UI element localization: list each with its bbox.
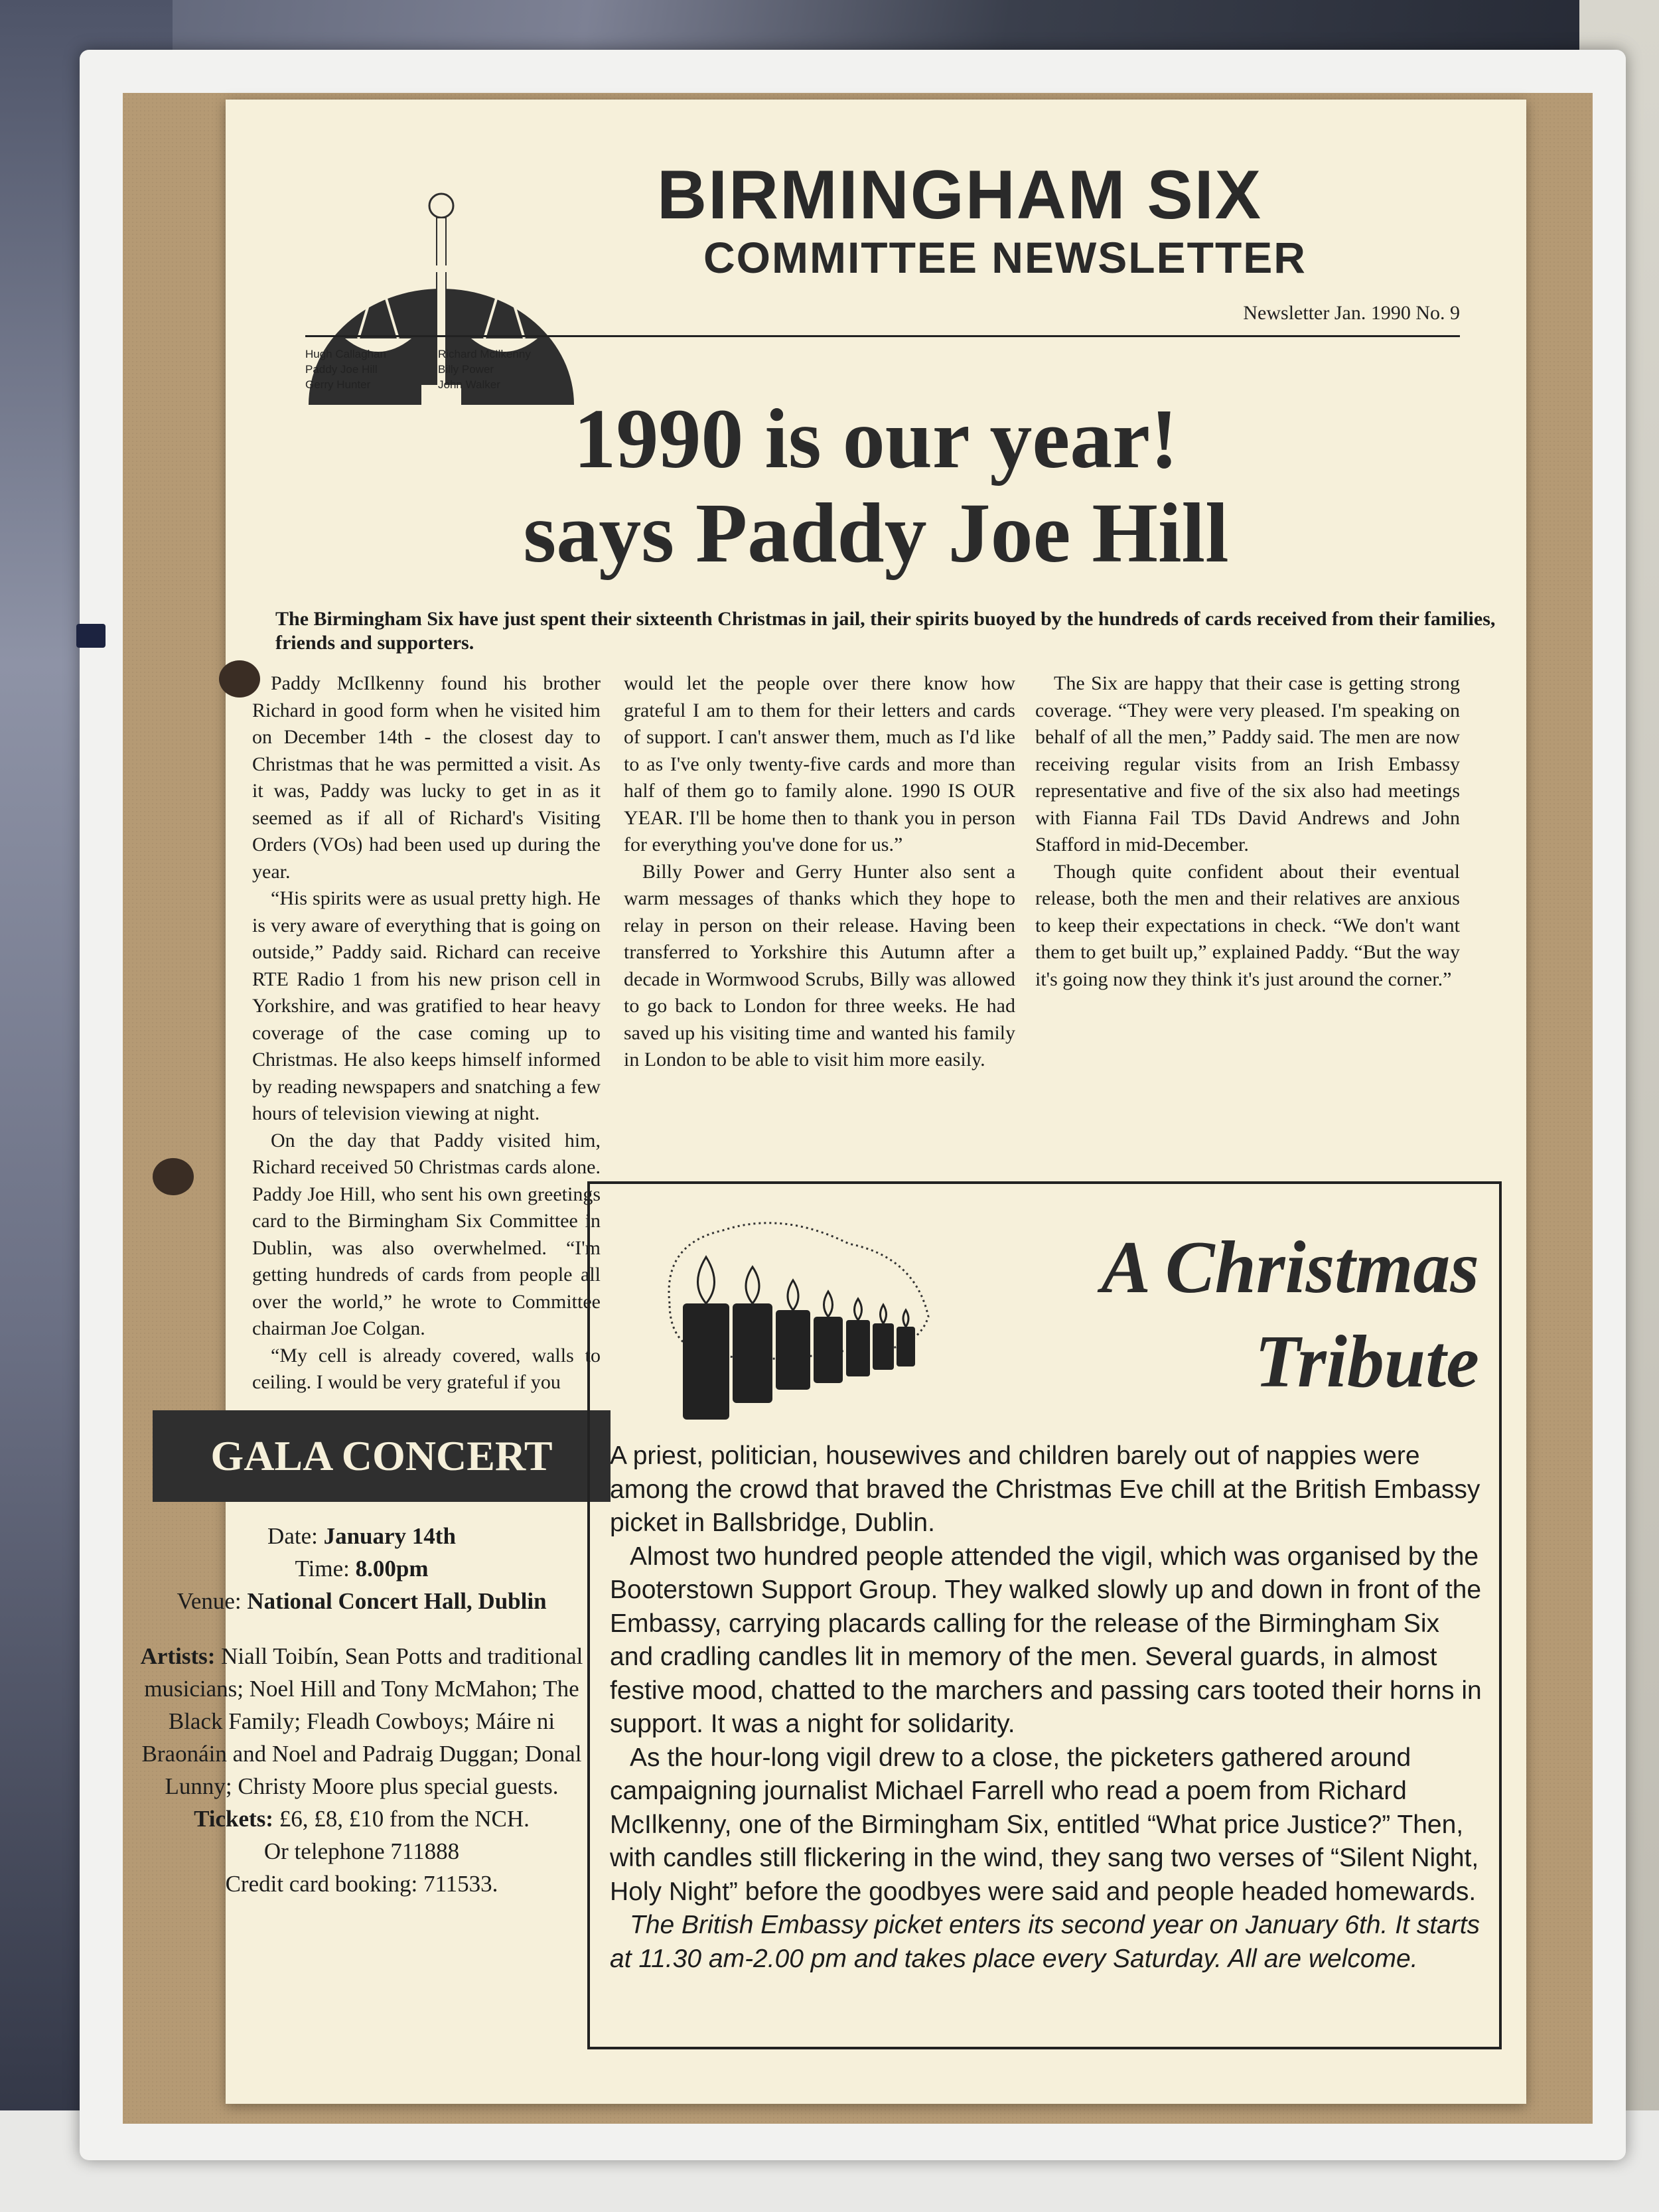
christmas-tribute-body (610, 1439, 1486, 1976)
frame-clip (76, 624, 106, 648)
gala-venue (133, 1585, 591, 1617)
title-line: A Christmas (1101, 1226, 1479, 1309)
tribute-paragraph: The British Embassy picket enters its second year on January 6th. It starts at 11.30 am-2.00 pm and takes place every Saturday. All are welcome. (610, 1911, 1480, 1973)
article-column-2 (624, 670, 1015, 1074)
value: £6, £8, £10 from the NCH. (279, 1806, 530, 1832)
issue-label: Newsletter Jan. 1990 No. 9 (1243, 302, 1460, 324)
gala-credit-card: Credit card booking: 711533. (225, 1871, 498, 1897)
member-name: Billy Power (438, 363, 494, 376)
masthead-title: BIRMINGHAM SIX (657, 157, 1262, 234)
headline (265, 392, 1486, 580)
label: Artists: (140, 1643, 216, 1669)
gala-artists (133, 1640, 591, 1803)
title-line: Tribute (1254, 1321, 1479, 1403)
value: Niall Toibín, Sean Potts and traditional musicians; Noel Hill and Tony McMahon; The Black Family; Fleadh Cowboys; Máire ni Braonáin and Noel and Padraig Duggan; Donal Lunny; Christy Moore plus special guests. (141, 1643, 583, 1799)
gala-date (133, 1520, 591, 1552)
gala-concert-details (133, 1520, 591, 1900)
member-name: Hugh Callaghan (305, 348, 386, 360)
article-paragraph: Billy Power and Gerry Hunter also sent a warm messages of thanks which they hope to relay in person on their release. Having been transferred to Yorkshire this Autumn after a decade in Wormwood Scrubs, Billy was allowed to go back to London for three weeks. He had saved up his visiting time and wanted his family in London to be able to visit him more easily. (624, 860, 1015, 1070)
value: January 14th (323, 1523, 456, 1549)
article-column-3 (1035, 670, 1460, 993)
article-paragraph: “My cell is already covered, walls to ceiling. I would be very grateful if you (252, 1344, 601, 1393)
newsletter-page (140, 100, 1526, 2104)
gala-telephone: Or telephone 711888 (263, 1838, 460, 1864)
article-paragraph: Paddy McIlkenny found his brother Richard in good form when he visited him on December 14th - the closest day to Christmas that he was permitted a visit. As it was, Paddy was lucky to get in as it seemed as if all of Richard's Visiting Orders (VOs) had been used up during the year. (252, 672, 601, 883)
punch-hole (153, 1158, 194, 1195)
gala-tickets (133, 1803, 591, 1835)
gala-time (133, 1552, 591, 1585)
member-name: Paddy Joe Hill (305, 363, 378, 376)
member-name: Richard McIlkenny (438, 348, 531, 360)
value: 8.00pm (355, 1556, 429, 1582)
article-paragraph: Though quite confident about their eventual release, both the men and their relatives are anxious to keep their expectations in check. “We don't want them to get built up,” explained Paddy. “But the way it's going now they think it's just around the corner.” (1035, 860, 1460, 990)
label: Venue: (177, 1588, 242, 1614)
candles-illustration (650, 1204, 942, 1423)
label: Tickets: (194, 1806, 273, 1832)
headline-line: 1990 is our year! (573, 392, 1179, 486)
standfirst: The Birmingham Six have just spent their sixteenth Christmas in jail, their spirits buoyed by the hundreds of cards received from their families, friends and supporters. (275, 608, 1496, 654)
member-name: Gerry Hunter (305, 378, 371, 391)
tribute-paragraph: As the hour-long vigil drew to a close, the picketers gathered around campaigning journalist Michael Farrell who read a poem from Richard McIlkenny, one of the Birmingham Six, entitled “What price Justice?” Then, with candles still flickering in the wind, they sang two verses of “Silent Night, Holy Night” before the goodbyes were said and people headed homewards. (610, 1743, 1479, 1906)
value: National Concert Hall, Dublin (247, 1588, 547, 1614)
christmas-tribute-box (587, 1181, 1502, 2049)
label: Date: (267, 1523, 318, 1549)
masthead-subtitle: COMMITTEE NEWSLETTER (703, 233, 1307, 282)
masthead-rule (305, 335, 1460, 337)
member-name: John Walker (438, 378, 500, 391)
article-paragraph: would let the people over there know how grateful I am to them for their letters and cards of support. I can't answer them, much as I'd like to as I've only twenty-five cards and more than half of them go to family alone. 1990 IS OUR YEAR. I'll be home then to thank you in person for everything you've done for us.” (624, 672, 1015, 855)
christmas-tribute-title (962, 1220, 1479, 1409)
headline-line: says Paddy Joe Hill (523, 486, 1229, 580)
members-list (305, 346, 611, 392)
gala-concert-heading: GALA CONCERT (153, 1410, 611, 1502)
tribute-paragraph: Almost two hundred people attended the vigil, which was organised by the Booterstown Support Group. They walked slowly up and down in front of the Embassy, carrying placards calling for the release of the Birmingham Six and cradling candles lit in memory of the men. Several guards, in almost festive mood, chatted to the marchers and passing cars tooted their horns in support. It was a night for solidarity. (610, 1542, 1482, 1738)
label: Time: (295, 1556, 350, 1582)
tribute-paragraph: A priest, politician, housewives and children barely out of nappies were among the crowd that braved the Christmas Eve chill at the British Embassy picket in Ballsbridge, Dublin. (610, 1441, 1480, 1537)
article-paragraph: “His spirits were as usual pretty high. He is very aware of everything that is going on outside,” Paddy said. Richard can receive RTE Radio 1 from his new prison cell in Yorkshire, and was gratified to hear heavy coverage of the case coming up to Christmas. He also keeps himself informed by reading newspapers and snatching a few hours of television viewing at night. (252, 887, 601, 1124)
article-paragraph: On the day that Paddy visited him, Richard received 50 Christmas cards alone. Paddy Joe Hill, who sent his own greetings card to the Birmingham Six Committee in Dublin, was also overwhelmed. “I'm getting hundreds of cards from people all over the world,” he wrote to Committee chairman Joe Colgan. (252, 1129, 601, 1339)
article-column-1 (252, 670, 601, 1396)
article-paragraph: The Six are happy that their case is getting strong coverage. “They were very pleased. I'm speaking on behalf of all the men,” Paddy said. The men are now receiving regular visits from an Irish Embassy representative and five of the six also had meetings with Fianna Fail TDs David Andrews and John Stafford in mid-December. (1035, 672, 1460, 855)
